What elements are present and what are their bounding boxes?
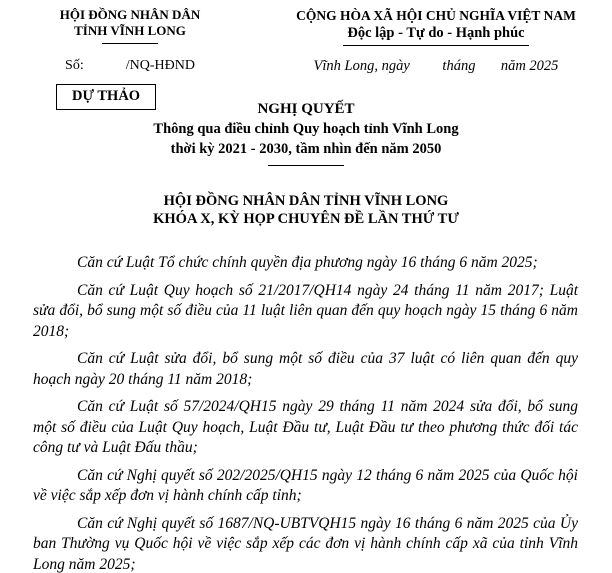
issuing-body-underline xyxy=(102,43,158,44)
document-subtitle-line1: Thông qua điều chỉnh Quy hoạch tỉnh Vĩnh Long xyxy=(153,121,459,137)
legal-basis-paragraph: Căn cứ Luật số 57/2024/QH15 ngày 29 tháng 11 năm 2024 sửa đổi, bổ sung một số điều của Luật Quy hoạch, Luật Đầu tư, Luật Đầu tư theo phương thức đối tác công tư và Luật Đấu thầu; xyxy=(33,398,578,456)
number-date-row xyxy=(0,58,612,75)
issuing-body-header xyxy=(0,7,260,46)
legal-basis-paragraph: Căn cứ Nghị quyết số 1687/NQ-UBTVQH15 ngày 16 tháng 6 năm 2025 của Ủy ban Thường vụ Quốc hội về việc sắp xếp các đơn vị hành chính cấp xã của tỉnh Vĩnh Long năm 2025; xyxy=(33,514,578,573)
document-subtitle-line2: thời kỳ 2021 - 2030, tầm nhìn đến năm 2050 xyxy=(170,141,442,157)
draft-stamp: DỰ THẢO xyxy=(56,84,156,110)
title-divider xyxy=(268,165,344,166)
legal-basis-section xyxy=(0,253,612,573)
legal-basis-paragraph: Căn cứ Luật sửa đổi, bổ sung một số điều của 37 luật có liên quan đến quy hoạch ngày 20 tháng 11 năm 2018; xyxy=(33,350,578,388)
national-motto-line1: CỘNG HÒA XÃ HỘI CHỦ NGHĨA VIỆT NAM xyxy=(296,8,576,23)
issuing-body-name-line1: HỘI ĐỒNG NHÂN DÂN xyxy=(59,7,201,22)
issuing-body-name-line2: TỈNH VĨNH LONG xyxy=(74,23,186,38)
legal-basis-paragraph: Căn cứ Luật Tổ chức chính quyền địa phương ngày 16 tháng 6 năm 2025; xyxy=(77,254,538,271)
issuer-heading-line2: KHÓA X, KỲ HỌP CHUYÊN ĐỀ LẦN THỨ TƯ xyxy=(153,211,459,227)
national-motto-line2: Độc lập - Tự do - Hạnh phúc xyxy=(343,24,528,46)
place-date-line: Vĩnh Long, ngày tháng năm 2025 xyxy=(313,58,559,74)
issuer-heading xyxy=(0,192,612,228)
document-header xyxy=(0,0,612,46)
document-type-title: NGHỊ QUYẾT xyxy=(257,101,355,117)
issuer-heading-line1: HỘI ĐỒNG NHÂN DÂN TỈNH VĨNH LONG xyxy=(163,193,449,209)
legal-basis-paragraph: Căn cứ Luật Quy hoạch số 21/2017/QH14 ngày 24 tháng 11 năm 2017; Luật sửa đổi, bổ sung một số điều của 11 luật liên quan đến quy hoạch ngày 15 tháng 6 năm 2018; xyxy=(33,281,578,340)
legal-basis-paragraph: Căn cứ Nghị quyết số 202/2025/QH15 ngày 12 tháng 6 năm 2025 của Quốc hội về việc sắp xếp đơn vị hành chính cấp tỉnh; xyxy=(33,466,578,504)
national-header xyxy=(260,7,612,46)
document-number: Số: /NQ-HĐND xyxy=(65,58,195,73)
